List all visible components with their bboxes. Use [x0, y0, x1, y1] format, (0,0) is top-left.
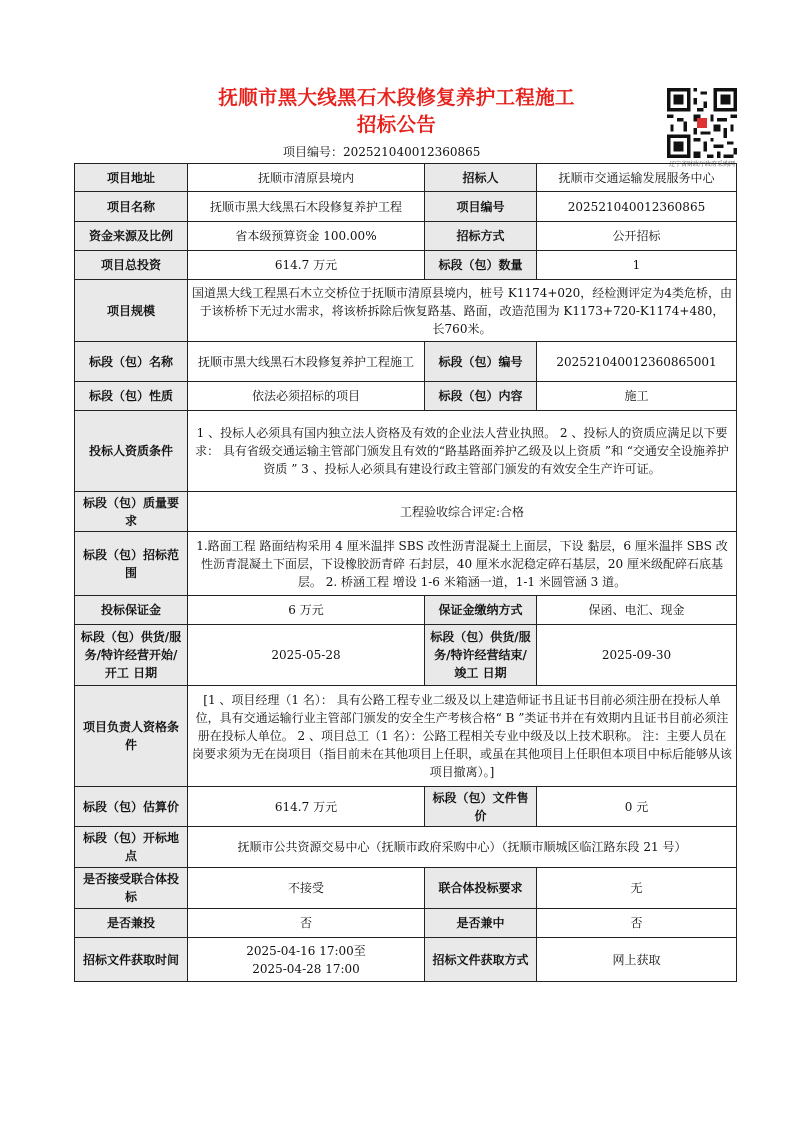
- tenderer-value: 抚顺市交通运输发展服务中心: [537, 164, 737, 192]
- lot-count-value: 1: [537, 251, 737, 280]
- document-time-label: 招标文件获取时间: [75, 938, 188, 982]
- estimated-price-label: 标段（包）估算价: [75, 787, 188, 827]
- fund-source-value: 省本级预算资金 100.00%: [188, 222, 425, 251]
- tender-method-label: 招标方式: [425, 222, 537, 251]
- tenderer-label: 招标人: [425, 164, 537, 192]
- tender-scope-value: 1.路面工程 路面结构采用 4 厘米温拌 SBS 改性沥青混凝土上面层，下设 黏层，6 厘米温拌 SBS 改性沥青混凝土下面层，下设橡胶沥青碎 石封层，40 厘米水泥稳定碎石基层，20 厘米级配碎石底基层。 2. 桥涵工程 增设 1-6 米箱涵一道，1-1 米圆管涵 3 道。: [188, 532, 737, 596]
- tender-method-value: 公开招标: [537, 222, 737, 251]
- bid-deposit-label: 投标保证金: [75, 596, 188, 625]
- project-scale-value: 国道黑大线工程黑石木立交桥位于抚顺市清原县境内，桩号 K1174+020，经检测评定为4类危桥，由于该桥桥下无过水需求，将该桥拆除后恢复路基、路面，改造范围为 K1173+720-K1174+480， 长760米。: [188, 280, 737, 342]
- consortium-requirement-label: 联合体投标要求: [425, 868, 537, 909]
- lot-count-label: 标段（包）数量: [425, 251, 537, 280]
- end-date-label: 标段（包）供货/服务/特许经营结束/竣工 日期: [425, 625, 537, 686]
- lot-name-value: 抚顺市黑大线黑石木段修复养护工程施工: [188, 342, 425, 382]
- consortium-label: 是否接受联合体投标: [75, 868, 188, 909]
- project-number-line: 项目编号：202521040012360865: [283, 145, 481, 159]
- deposit-method-value: 保函、电汇、现金: [537, 596, 737, 625]
- end-date-value: 2025-09-30: [537, 625, 737, 686]
- fund-source-label: 资金来源及比例: [75, 222, 188, 251]
- lot-number-label: 标段（包）编号: [425, 342, 537, 382]
- qr-code-icon: [667, 88, 737, 158]
- total-investment-value: 614.7 万元: [188, 251, 425, 280]
- document-time-value: [188, 938, 425, 982]
- opening-location-value: 抚顺市公共资源交易中心（抚顺市政府采购中心）（抚顺市顺城区临江路东段 21 号）: [188, 827, 737, 868]
- document-price-value: 0 元: [537, 787, 737, 827]
- project-scale-label: 项目规模: [75, 280, 188, 342]
- document-method-label: 招标文件获取方式: [425, 938, 537, 982]
- concurrent-bid-label: 是否兼投: [75, 909, 188, 938]
- tender-scope-label: 标段（包）招标范围: [75, 532, 188, 596]
- document-time-end: 2025-04-28 17:00: [252, 961, 360, 976]
- project-number-label: 项目编号: [425, 192, 537, 222]
- document-time-start: 2025-04-16 17:00至: [246, 943, 366, 958]
- manager-qualification-label: 项目负责人资格条件: [75, 686, 188, 787]
- document-method-value: 网上获取: [537, 938, 737, 982]
- manager-qualification-value: [1 、项目经理（1 名）： 具有公路工程专业二级及以上建造师证书且证书目前必须注册在投标人单位，具有交通运输行业主管部门颁发的安全生产考核合格“ B ”类证书并在有效期内且证书目前必须注册在投标人单位。 2 、项目总工（1 名）：公路工程相关专业中级及以上技术职称。 注：主要人员在岗要求须为无在岗项目（指目前未在其他项目上任职，或虽在其他项目上任职但本项目中标后能够从该项目撤离）。]: [188, 686, 737, 787]
- concurrent-win-label: 是否兼中: [425, 909, 537, 938]
- opening-location-label: 标段（包）开标地点: [75, 827, 188, 868]
- quality-requirement-label: 标段（包）质量要求: [75, 492, 188, 532]
- project-number-value: 202521040012360865: [537, 192, 737, 222]
- announcement-subtitle: 招标公告: [356, 113, 437, 136]
- address-value: 抚顺市清原县境内: [188, 164, 425, 192]
- estimated-price-value: 614.7 万元: [188, 787, 425, 827]
- consortium-requirement-value: 无: [537, 868, 737, 909]
- consortium-value: 不接受: [188, 868, 425, 909]
- bidder-qualification-value: 1 、投标人必须具有国内独立法人资格及有效的企业法人营业执照。 2 、投标人的资质应满足以下要求： 具有省级交通运输主管部门颁发且有效的“路基路面养护乙级及以上资质 ”和 “交通安全设施养护资质 ” 3 、投标人必须具有建设行政主管部门颁发的有效安全生产许可证。: [188, 411, 737, 492]
- deposit-method-label: 保证金缴纳方式: [425, 596, 537, 625]
- bidder-qualification-label: 投标人资质条件: [75, 411, 188, 492]
- lot-nature-label: 标段（包）性质: [75, 382, 188, 411]
- qr-caption: 辽宁省财政厅政府采购网: [668, 161, 735, 168]
- tender-info-table: [74, 163, 737, 982]
- lot-content-label: 标段（包）内容: [425, 382, 537, 411]
- lot-content-value: 施工: [537, 382, 737, 411]
- bid-deposit-value: 6 万元: [188, 596, 425, 625]
- lot-nature-value: 依法必须招标的项目: [188, 382, 425, 411]
- document-price-label: 标段（包）文件售价: [425, 787, 537, 827]
- quality-requirement-value: 工程验收综合评定:合格: [188, 492, 737, 532]
- announcement-title: 抚顺市黑大线黑石木段修复养护工程施工: [218, 86, 575, 109]
- project-name-value: 抚顺市黑大线黑石木段修复养护工程: [188, 192, 425, 222]
- lot-name-label: 标段（包）名称: [75, 342, 188, 382]
- address-label: 项目地址: [75, 164, 188, 192]
- concurrent-bid-value: 否: [188, 909, 425, 938]
- concurrent-win-value: 否: [537, 909, 737, 938]
- start-date-value: 2025-05-28: [188, 625, 425, 686]
- start-date-label: 标段（包）供货/服务/特许经营开始/开工 日期: [75, 625, 188, 686]
- project-name-label: 项目名称: [75, 192, 188, 222]
- lot-number-value: 202521040012360865001: [537, 342, 737, 382]
- total-investment-label: 项目总投资: [75, 251, 188, 280]
